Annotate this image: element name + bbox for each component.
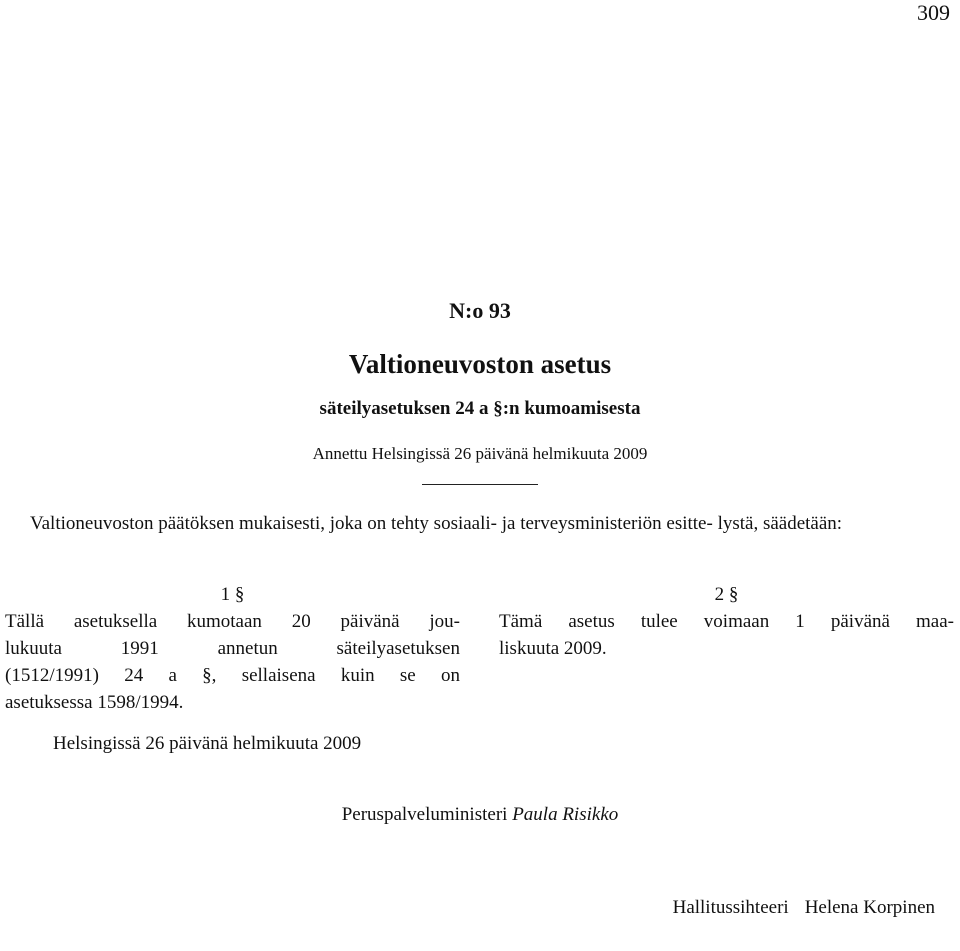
intro-line: Valtioneuvoston päätöksen mukaisesti, joka on tehty sosiaali- ja terveysministeriön esitte-: [30, 513, 713, 534]
section-1: [5, 581, 460, 716]
title-divider: [422, 484, 538, 485]
text-line: Tällä asetuksella kumotaan 20 päivänä jou-: [5, 611, 460, 632]
signer-name: Paula Risikko: [512, 804, 619, 825]
signer-title: Peruspalveluministeri: [341, 804, 508, 825]
issue-date: Annettu Helsingissä 26 päivänä helmikuuta 2009: [312, 444, 648, 463]
document-title: Valtioneuvoston asetus: [348, 349, 612, 379]
section-heading: 1 §: [220, 584, 245, 605]
signer-name: Helena Korpinen: [804, 897, 935, 918]
text-line: lukuuta 1991 annetun säteilyasetuksen: [5, 638, 460, 659]
section-2: [499, 581, 954, 662]
document-subtitle: säteilyasetuksen 24 a §:n kumoamisesta: [319, 398, 641, 419]
signer-title: Hallitussihteeri: [672, 897, 789, 918]
section-text: [5, 608, 460, 716]
place-and-date: Helsingissä 26 päivänä helmikuuta 2009: [53, 733, 362, 754]
signature-minister: [0, 804, 960, 826]
signature-secretary: [673, 897, 935, 919]
intro-paragraph: [30, 510, 954, 537]
page-number: 309: [917, 0, 950, 25]
text-line: (1512/1991) 24 a §, sellaisena kuin se on: [5, 665, 460, 686]
section-heading: 2 §: [714, 584, 739, 605]
text-line: liskuuta 2009.: [499, 638, 607, 659]
text-line: Tämä asetus tulee voimaan 1 päivänä maa-: [499, 611, 954, 632]
intro-line: lystä, säädetään:: [717, 513, 843, 534]
document-number: N:o 93: [449, 298, 511, 323]
text-line: asetuksessa 1598/1994.: [5, 692, 184, 713]
section-text: [499, 608, 954, 662]
